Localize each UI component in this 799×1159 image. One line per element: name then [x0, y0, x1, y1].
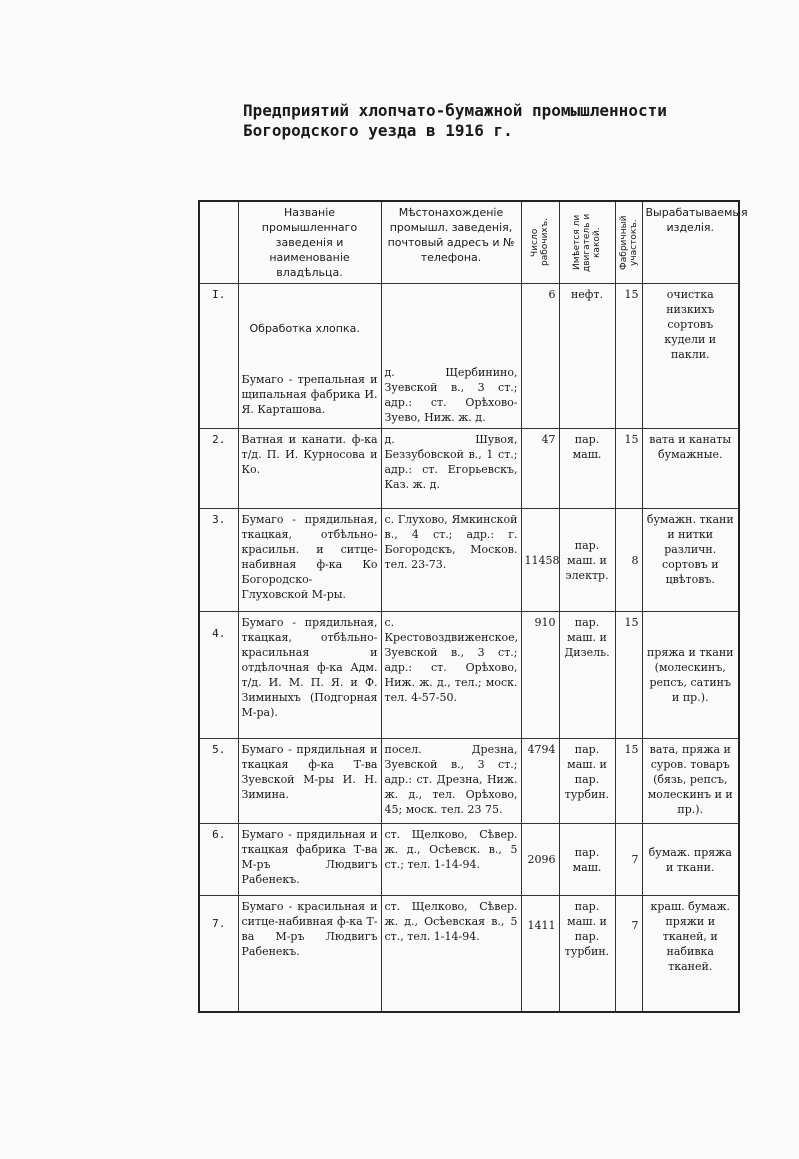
header-products: Вырабатываемыя изделія.: [642, 201, 739, 284]
enterprise-name: Бумаго - прядильная и ткацкая фабрика Т-ва М-ръ Людвигъ Рабенекъ.: [238, 824, 381, 896]
document-title: [243, 101, 713, 141]
header-name: Названіе промышленнаго заведенія и наименованіе владѣльца.: [238, 201, 381, 284]
workers-count: 11458: [521, 509, 559, 612]
enterprise-location: ст. Щелково, Сѣвер. ж. д., Осѣевская в., 5 ст., тел. 1-14-94.: [381, 896, 521, 1012]
header-engine: Имѣется ли двигатель и какой.: [559, 201, 615, 284]
plot-number: 7: [615, 896, 642, 1012]
header-location: Мѣстонахожденіе промышл. заведенія, почтовый адресъ и № телефона.: [381, 201, 521, 284]
enterprise-location: с. Глухово, Ямкинской в., 4 ст.; адр.: г. Богородскъ, Москов. тел. 23-73.: [381, 509, 521, 612]
enterprise-location: д. Щербинино, Зуевской в., 3 ст.; адр.: ст. Орѣхово-Зуево, Ниж. ж. д.: [381, 284, 521, 429]
engine-type: пар. маш. и пар. турбин.: [559, 739, 615, 824]
table-row: [199, 739, 739, 824]
engine-type: пар. маш. и электр.: [559, 509, 615, 612]
section-heading: Обработка хлопка.: [249, 322, 360, 335]
enterprise-location: посел. Дрезна, Зуевской в., 3 ст.; адр.: ст. Дрезна, Ниж. ж. д., тел. Орѣхово, 45; моск. тел. 23 75.: [381, 739, 521, 824]
enterprise-table: [198, 200, 748, 1013]
enterprise-location: д. Шувоя, Беззубовской в., 1 ст.; адр.: ст. Егорьевскъ, Каз. ж. д.: [381, 429, 521, 509]
table-row: [199, 824, 739, 896]
header-row: [199, 201, 739, 284]
title-line-1: Предприятий хлопчато-бумажной промышленности: [243, 101, 667, 120]
plot-number: 8: [615, 509, 642, 612]
title-line-2: Богородского уезда в 1916 г.: [243, 121, 513, 140]
plot-number: 15: [615, 429, 642, 509]
products: бумажн. ткани и нитки различн. сортовъ и цвѣтовъ.: [642, 509, 739, 612]
products: пряжа и ткани (молескинъ, репсъ, сатинъ и пр.).: [642, 612, 739, 739]
enterprise-location: ст. Щелково, Сѣвер. ж. д., Осѣевск. в., 5 ст.; тел. 1-14-94.: [381, 824, 521, 896]
products: очистка низкихъ сортовъ кудели и пакли.: [642, 284, 739, 429]
enterprise-name: Бумаго - прядильная, ткацкая, отбѣльно-красильная и отдѣлочная ф-ка Адм. т/д. И. М. П. Я. и Ф. Зиминыхъ (Подгорная М-ра).: [238, 612, 381, 739]
table-row: [199, 284, 739, 429]
row-number: 4.: [199, 612, 238, 739]
products: вата, пряжа и суров. товаръ (бязь, репсъ, молескинъ и и пр.).: [642, 739, 739, 824]
engine-type: пар. маш.: [559, 824, 615, 896]
row-number: 7.: [199, 896, 238, 1012]
products: бумаж. пряжа и ткани.: [642, 824, 739, 896]
table-row: [199, 612, 739, 739]
workers-count: 47: [521, 429, 559, 509]
header-workers: Число рабочихъ.: [521, 201, 559, 284]
workers-count: 1411: [521, 896, 559, 1012]
products: вата и канаты бумажные.: [642, 429, 739, 509]
enterprise-name: Обработка хлопка. Бумаго - трепальная и щипальная фабрика И. Я. Карташова.: [238, 284, 381, 429]
engine-type: пар. маш. и Дизель.: [559, 612, 615, 739]
products: краш. бумаж. пряжи и тканей, и набивка тканей.: [642, 896, 739, 1012]
row-number: 2.: [199, 429, 238, 509]
plot-number: 7: [615, 824, 642, 896]
header-plot: Фабричный участокъ.: [615, 201, 642, 284]
plot-number: 15: [615, 612, 642, 739]
engine-type: пар. маш.: [559, 429, 615, 509]
engine-type: нефт.: [559, 284, 615, 429]
enterprise-name: Бумаго - прядильная, ткацкая, отбѣльно-красильн. и ситце-набивная ф-ка Ко Богородско-Глуховской М-ры.: [238, 509, 381, 612]
plot-number: 15: [615, 284, 642, 429]
engine-type: пар. маш. и пар. турбин.: [559, 896, 615, 1012]
plot-number: 15: [615, 739, 642, 824]
enterprise-location: с. Крестовоздвиженское, Зуевской в., 3 ст.; адр.: ст. Орѣхово, Ниж. ж. д., тел.; моск. тел. 4-57-50.: [381, 612, 521, 739]
workers-count: 910: [521, 612, 559, 739]
table-row: [199, 509, 739, 612]
table-row: [199, 896, 739, 1012]
enterprise-name: Бумаго - красильная и ситце-набивная ф-ка Т-ва М-ръ Людвигъ Рабенекъ.: [238, 896, 381, 1012]
workers-count: 4794: [521, 739, 559, 824]
table-row: [199, 429, 739, 509]
header-num: [199, 201, 238, 284]
enterprise-name: Ватная и канати. ф-ка т/д. П. И. Курносова и Ко.: [238, 429, 381, 509]
row-number: 5.: [199, 739, 238, 824]
row-number: 3.: [199, 509, 238, 612]
workers-count: 2096: [521, 824, 559, 896]
row-number: 6.: [199, 824, 238, 896]
row-number: I.: [199, 284, 238, 429]
enterprise-name: Бумаго - прядильная и ткацкая ф-ка Т-ва Зуевской М-ры И. Н. Зимина.: [238, 739, 381, 824]
workers-count: 6: [521, 284, 559, 429]
